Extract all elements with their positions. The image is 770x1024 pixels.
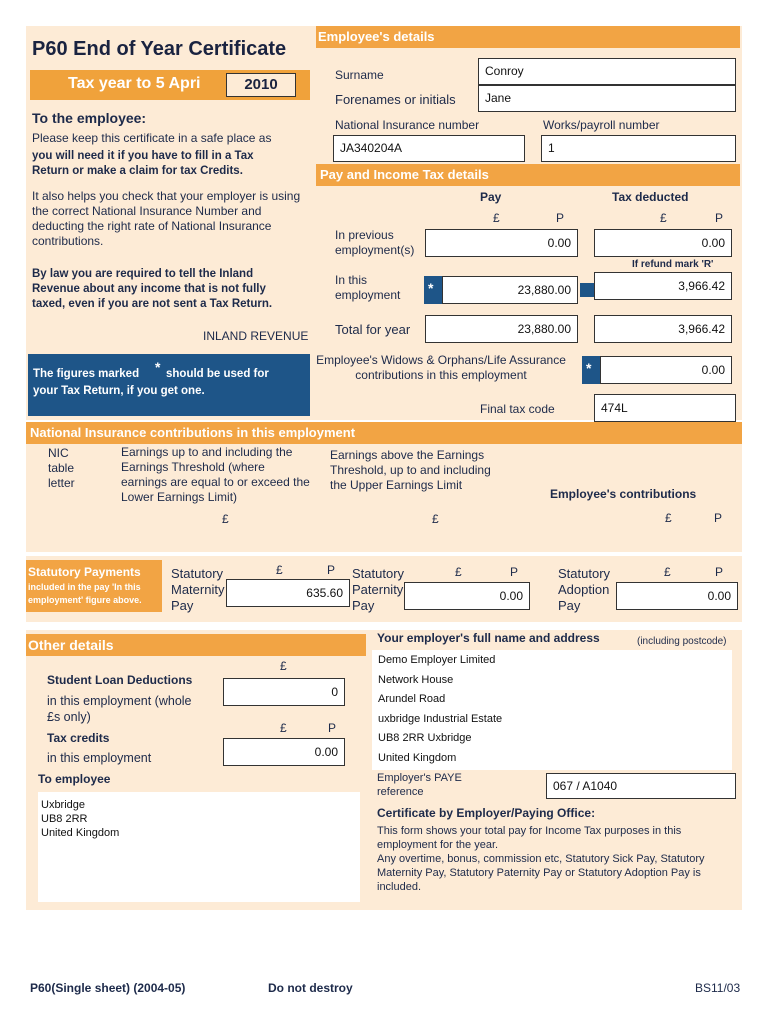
certificate-text-1: This form shows your total pay for Income Tax purposes in this employment for the year. bbox=[377, 825, 682, 851]
this-tax-value: 3,966.42 bbox=[678, 279, 725, 293]
previous-pay-field[interactable] bbox=[425, 229, 578, 257]
employer-address-line: United Kingdom bbox=[378, 751, 457, 764]
certificate-text-2: Any overtime, bonus, commission etc, Statutory Sick Pay, Statutory Maternity Pay, Statutory Paternity Pay or Statutory Adoption Pay is included. bbox=[377, 853, 705, 893]
final-tax-code-field[interactable] bbox=[594, 394, 736, 422]
surname-field[interactable] bbox=[478, 58, 736, 85]
page-title: P60 End of Year Certificate bbox=[32, 38, 287, 60]
previous-tax-value: 0.00 bbox=[701, 236, 725, 250]
ni-col-table-letter: NIC table letter bbox=[48, 446, 75, 490]
forenames-field[interactable] bbox=[478, 85, 736, 112]
tax-year-value: 2010 bbox=[244, 76, 278, 93]
widows-label: Employee's Widows & Orphans/Life Assurance contributions in this employment bbox=[316, 353, 566, 382]
employee-address-line: United Kingdom bbox=[41, 827, 120, 839]
certificate-title: Certificate by Employer/Paying Office: bbox=[377, 806, 596, 820]
paye-reference-field[interactable] bbox=[546, 773, 736, 799]
paye-reference-value: 067 / A1040 bbox=[553, 779, 618, 793]
previous-tax-field[interactable] bbox=[594, 229, 732, 257]
works-number-label: Works/payroll number bbox=[543, 118, 660, 132]
to-employee-para3: By law you are required to tell the Inland Revenue about any income that is not fully taxed, even if you are not sent a Tax Return. bbox=[32, 268, 273, 310]
employee-address-box bbox=[38, 792, 360, 902]
ni-pence-3: P bbox=[714, 511, 723, 525]
statutory-title: Statutory Payments bbox=[28, 565, 141, 579]
student-loan-label: Student Loan Deductions bbox=[47, 673, 193, 687]
student-loan-pound: £ bbox=[280, 659, 287, 673]
footer-version: BS11/03 bbox=[695, 981, 741, 995]
refund-note: If refund mark 'R' bbox=[632, 259, 714, 270]
tax-credits-field[interactable] bbox=[223, 738, 345, 766]
tax-year-label: Tax year to 5 Apri bbox=[68, 75, 201, 92]
figures-note-a: The figures marked bbox=[33, 368, 140, 380]
previous-pay-value: 0.00 bbox=[547, 236, 571, 250]
forenames-value: Jane bbox=[485, 91, 512, 105]
employee-details-title: Employee's details bbox=[318, 29, 435, 44]
figures-note-c: your Tax Return, if you get one. bbox=[33, 385, 205, 397]
this-employment-label: In this employment bbox=[335, 273, 401, 302]
adoption-pence: P bbox=[715, 565, 724, 579]
surname-label: Surname bbox=[335, 68, 384, 82]
this-pay-value: 23,880.00 bbox=[517, 283, 571, 297]
tax-credits-sub: in this employment bbox=[47, 751, 152, 765]
employer-address-line: Demo Employer Limited bbox=[378, 654, 496, 666]
employer-address-line: Network House bbox=[378, 673, 454, 686]
paternity-pay-label: Statutory Paternity Pay bbox=[352, 566, 405, 613]
widows-star: * bbox=[586, 360, 592, 376]
paternity-pay-value: 0.00 bbox=[499, 589, 523, 603]
surname-value: Conroy bbox=[485, 64, 524, 78]
ni-col-earnings-upper: Earnings above the Earnings Threshold, up to and including the Upper Earnings Limit bbox=[330, 448, 491, 492]
tax-credits-label: Tax credits bbox=[47, 731, 110, 745]
adoption-pay-value: 0.00 bbox=[707, 589, 731, 603]
tax-credits-pence: P bbox=[328, 721, 337, 735]
ni-number-field[interactable] bbox=[333, 135, 525, 162]
employer-title: Your employer's full name and address bbox=[377, 631, 600, 645]
maternity-pay-field[interactable] bbox=[226, 579, 350, 607]
final-tax-code-label: Final tax code bbox=[480, 402, 555, 416]
adoption-pay-field[interactable] bbox=[616, 582, 738, 610]
pay-tax-title: Pay and Income Tax details bbox=[320, 167, 489, 182]
this-tax-star-marker bbox=[580, 283, 594, 297]
tax-pence-symbol: P bbox=[715, 211, 724, 225]
maternity-pound: £ bbox=[276, 563, 283, 577]
ni-pound-1: £ bbox=[222, 512, 229, 526]
figures-note-star: * bbox=[155, 359, 161, 375]
employer-address-box bbox=[372, 650, 732, 770]
student-loan-field[interactable] bbox=[223, 678, 345, 706]
employer-address-line: uxbridge Industrial Estate bbox=[378, 712, 503, 725]
previous-employment-label: In previous employment(s) bbox=[335, 228, 415, 257]
paye-reference-label: Employer's PAYE reference bbox=[377, 772, 462, 798]
this-pay-star: * bbox=[428, 280, 434, 296]
to-employee-address-label: To employee bbox=[38, 772, 111, 786]
works-number-field[interactable] bbox=[541, 135, 736, 162]
ni-number-label: National Insurance number bbox=[335, 118, 480, 132]
paternity-pay-field[interactable] bbox=[404, 582, 530, 610]
total-pay-field[interactable] bbox=[425, 315, 578, 343]
inland-revenue: INLAND REVENUE bbox=[203, 329, 309, 343]
ni-col-employee-contributions: Employee's contributions bbox=[550, 487, 697, 501]
forenames-label: Forenames or initials bbox=[335, 92, 456, 107]
ni-col-earnings-threshold: Earnings up to and including the Earnings Threshold (where earnings are equal to or exceed the Lower Earnings Limit) bbox=[121, 445, 310, 504]
tax-credits-pound: £ bbox=[280, 721, 287, 735]
pay-pound-symbol: £ bbox=[493, 211, 500, 225]
this-pay-field[interactable] bbox=[442, 276, 578, 304]
to-employee-line1: Please keep this certificate in a safe place as bbox=[32, 131, 272, 145]
footer-form-id: P60(Single sheet) (2004-05) bbox=[30, 981, 186, 995]
ni-title: National Insurance contributions in this employment bbox=[30, 425, 356, 440]
widows-star-marker bbox=[582, 356, 600, 384]
pay-pence-symbol: P bbox=[556, 211, 565, 225]
tax-pound-symbol: £ bbox=[660, 211, 667, 225]
to-employee-heading: To the employee: bbox=[32, 110, 147, 126]
adoption-pound: £ bbox=[664, 565, 671, 579]
paternity-pound: £ bbox=[455, 565, 462, 579]
this-tax-field[interactable] bbox=[594, 272, 732, 300]
student-loan-value: 0 bbox=[331, 685, 338, 699]
works-number-value: 1 bbox=[548, 141, 555, 155]
ni-pound-3: £ bbox=[665, 511, 672, 525]
total-tax-value: 3,966.42 bbox=[678, 322, 725, 336]
footer-do-not-destroy: Do not destroy bbox=[268, 981, 353, 995]
this-pay-star-marker bbox=[424, 276, 442, 304]
employer-address-line: Arundel Road bbox=[378, 693, 446, 705]
total-pay-value: 23,880.00 bbox=[517, 322, 571, 336]
final-tax-code-value: 474L bbox=[601, 401, 628, 415]
maternity-pence: P bbox=[327, 563, 336, 577]
paternity-pence: P bbox=[510, 565, 519, 579]
adoption-pay-label: Statutory Adoption Pay bbox=[558, 566, 611, 613]
tax-credits-value: 0.00 bbox=[314, 745, 338, 759]
widows-value: 0.00 bbox=[701, 363, 725, 377]
tax-year-value-box bbox=[226, 73, 296, 97]
figures-note-b: should be used for bbox=[166, 368, 269, 380]
statutory-subtitle: included in the pay 'In this employment' figure above. bbox=[28, 582, 142, 605]
total-year-label: Total for year bbox=[335, 322, 411, 337]
employee-address-line: UB8 2RR bbox=[41, 813, 88, 825]
total-tax-field[interactable] bbox=[594, 315, 732, 343]
employer-postcode-note: (including postcode) bbox=[637, 636, 727, 647]
tax-column-header: Tax deducted bbox=[612, 190, 689, 204]
ni-number-value: JA340204A bbox=[340, 141, 403, 155]
student-loan-sub: in this employment (whole £s only) bbox=[47, 694, 192, 724]
to-employee-line2: you will need it if you have to fill in a Tax Return or make a claim for tax Credits. bbox=[32, 150, 254, 177]
employee-address-line: Uxbridge bbox=[41, 799, 86, 811]
employer-address-line: UB8 2RR Uxbridge bbox=[378, 732, 472, 744]
ni-pound-2: £ bbox=[432, 512, 439, 526]
widows-field[interactable] bbox=[600, 356, 732, 384]
other-details-title: Other details bbox=[28, 637, 114, 653]
to-employee-para2: It also helps you check that your employer is using the correct National Insurance Number and deducting the right rate of National Insurance contributions. bbox=[32, 189, 301, 248]
maternity-pay-label: Statutory Maternity Pay bbox=[171, 566, 225, 613]
pay-column-header: Pay bbox=[480, 190, 502, 204]
maternity-pay-value: 635.60 bbox=[306, 586, 343, 600]
